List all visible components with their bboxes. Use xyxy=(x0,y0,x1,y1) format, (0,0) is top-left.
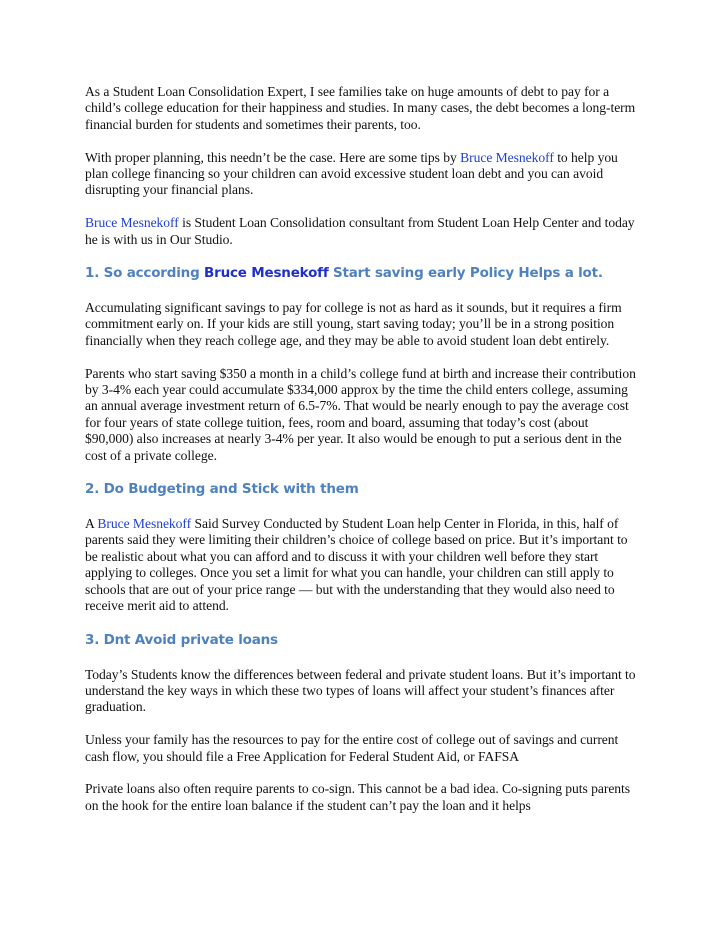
fafsa-text: Unless your family has the resources to pay for the entire cost of college out of savings and current cash flow, you should file a Free Application for Federal Student Aid, or FAFSA xyxy=(85,732,619,764)
fafsa-paragraph xyxy=(85,732,637,765)
section-heading-3: 3. Dnt Avoid private loans xyxy=(85,631,278,648)
planning-text-end: to help you plan college financing so your children can avoid excessive student loan debt and you can avoid disrupting your financial plans. xyxy=(85,149,618,198)
savings-text: Accumulating significant savings to pay for college is not as hard as it sounds, but it requires a firm commitment early on. If your kids are still young, start saving today; you’ll be in a strong position financially when they reach college age, and they may be able to avoid student loan debt entirely. xyxy=(85,300,622,348)
survey-paragraph xyxy=(85,516,637,614)
survey-text-end: Said Survey Conducted by Student Loan help Center in Florida, in this, half of parents said they were limiting their children’s choice of college based on price. But it’s important to be realistic about what you can afford and to discuss it with your children well before they start applying to colleges. Once you set a limit for what you can handle, your children can still apply to schools that are out of your price range — but with the understanding that they would also need to receive merit aid to attend. xyxy=(85,516,628,614)
cosign-text: Private loans also often require parents to co-sign. This cannot be a bad idea. Co-signing puts parents on the hook for the entire loan balance if the student can’t pay the loan and it helps xyxy=(85,781,631,813)
heading-1-start: 1. So according xyxy=(85,265,205,282)
planning-text-start: With proper planning, this needn’t be the case. Here are some tips by xyxy=(85,149,461,165)
parents-saving-text: Parents who start saving $350 a month in a child’s college fund at birth and increase their contribution by 3-4% each year could accumulate $334,000 approx by the time the child enters college, assuming an annual average investment return of 6.5-7%. That would be nearly enough to pay the average cost for four years of state college tuition, fees, room and board, assuming that today’s cost (about $90,000) also increases at nearly 3-4% per year. It also would be enough to put a serious dent in the cost of a private college. xyxy=(85,365,636,463)
savings-paragraph xyxy=(85,300,637,349)
loan-differences-paragraph xyxy=(85,667,637,716)
document-body xyxy=(85,84,637,814)
parents-saving-paragraph xyxy=(85,366,637,464)
bruce-mesnekoff-link[interactable]: Bruce Mesnekoff xyxy=(97,516,192,532)
section-heading-1 xyxy=(85,264,637,282)
heading-1-end: Start saving early Policy Helps a lot. xyxy=(328,265,603,282)
bruce-mesnekoff-link[interactable]: Bruce Mesnekoff xyxy=(460,149,554,165)
section-heading-2: 2. Do Budgeting and Stick with them xyxy=(85,481,359,498)
intro-paragraph xyxy=(85,84,637,133)
heading-1-link[interactable]: Bruce Mesnekoff xyxy=(204,265,329,282)
consultant-text: is Student Loan Consolidation consultant from Student Loan Help Center and today he is with us in Our Studio. xyxy=(85,215,635,247)
consultant-paragraph xyxy=(85,215,637,248)
loan-differences-text: Today’s Students know the differences between federal and private student loans. But it’s important to understand the key ways in which these two types of loans will affect your student’s finances after graduation. xyxy=(85,666,636,715)
survey-text-start: A xyxy=(85,516,98,532)
cosign-paragraph xyxy=(85,781,637,814)
planning-paragraph xyxy=(85,150,637,199)
intro-text: As a Student Loan Consolidation Expert, I see families take on huge amounts of debt to pay for a child’s college education for their happiness and studies. In many cases, the debt becomes a long-term financial burden for students and sometimes their parents, too. xyxy=(85,84,636,132)
bruce-mesnekoff-link[interactable]: Bruce Mesnekoff xyxy=(85,215,179,231)
